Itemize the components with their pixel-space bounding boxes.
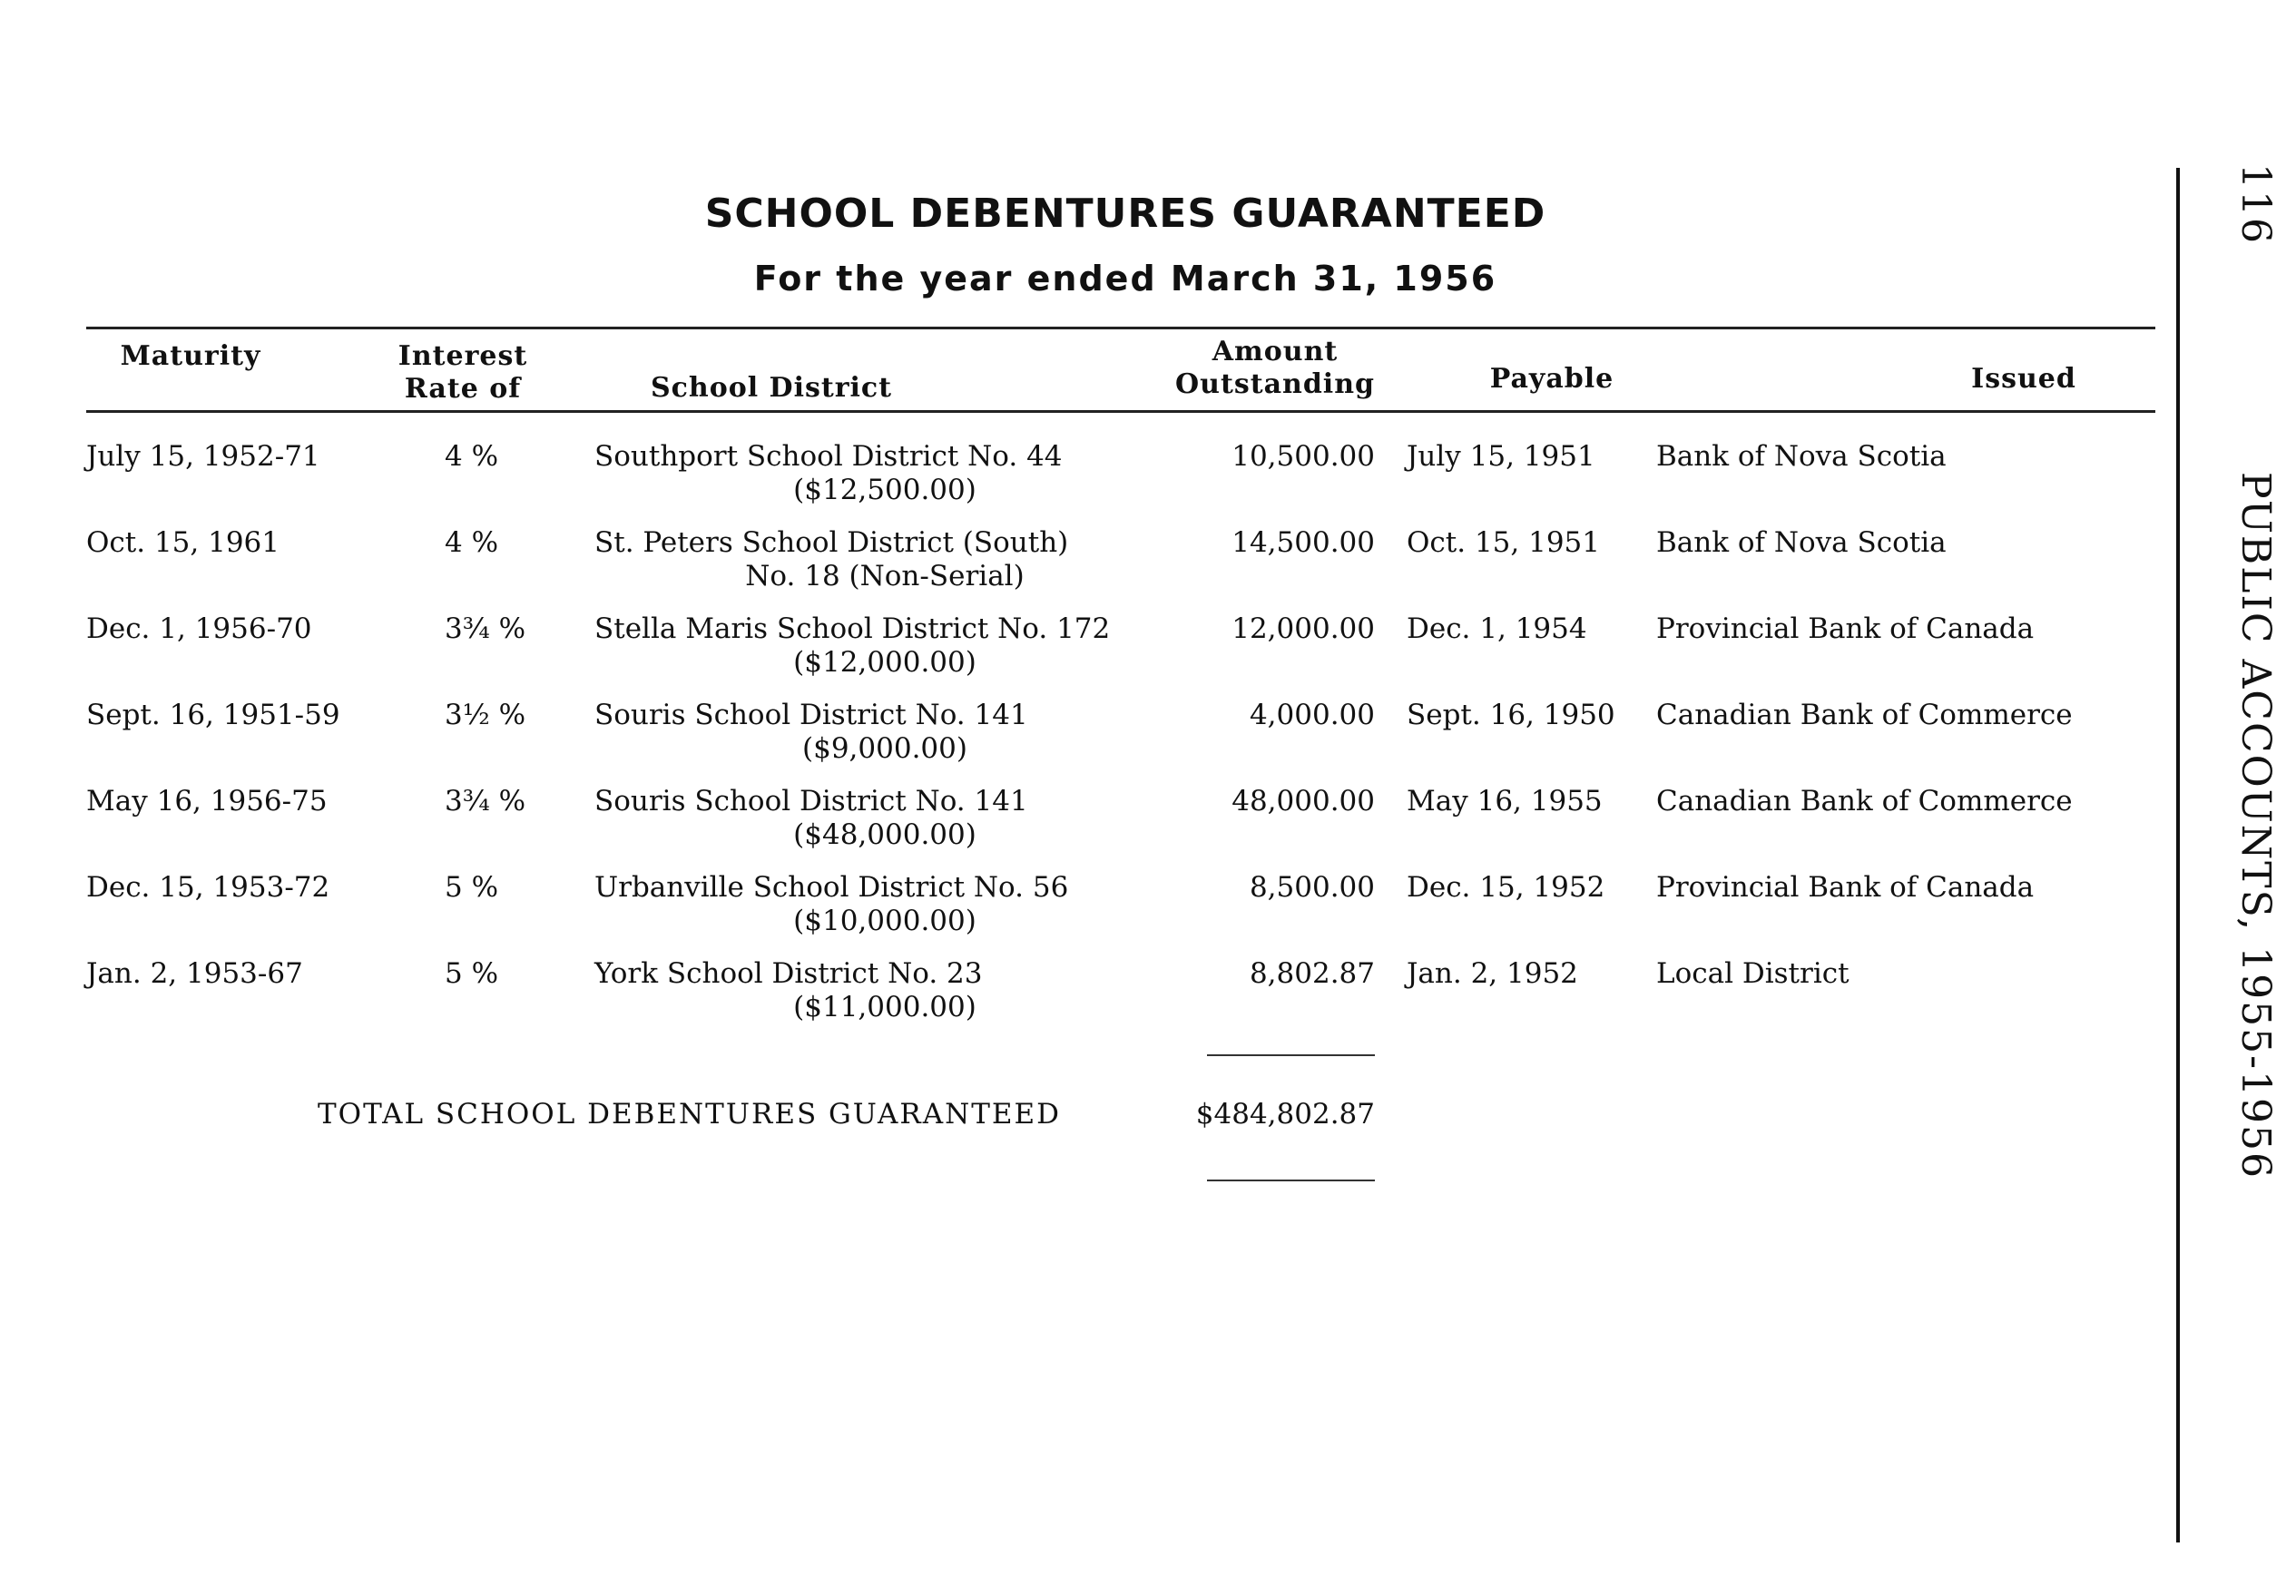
district-sub: ($12,500.00) [793, 474, 976, 506]
header-payable: Payable [1489, 363, 1614, 395]
running-title: PUBLIC ACCOUNTS, 1955-1956 [2232, 472, 2279, 1180]
district-name: York School District No. 23 [594, 957, 983, 990]
issued-cell: Canadian Bank of Commerce [1656, 785, 2073, 818]
rate-cell: 4 % [445, 440, 499, 473]
page-number: 116 [2232, 163, 2279, 245]
district-cell [594, 785, 1175, 852]
header-amount-line2: Outstanding [1175, 368, 1375, 400]
running-header [2232, 163, 2279, 1180]
table-row [0, 785, 2296, 857]
district-cell [594, 440, 1175, 507]
amount-cell: 8,500.00 [1249, 871, 1375, 904]
issued-cell: Canadian Bank of Commerce [1656, 699, 2073, 731]
issued-cell: Provincial Bank of Canada [1656, 612, 2035, 645]
maturity-cell: May 16, 1956-75 [86, 785, 328, 818]
header-amount-line1: Amount [1212, 336, 1339, 367]
district-sub: No. 18 (Non-Serial) [745, 560, 1025, 592]
maturity-cell: Dec. 1, 1956-70 [86, 612, 312, 645]
issued-cell: Bank of Nova Scotia [1656, 526, 1947, 559]
payable-cell: Jan. 2, 1952 [1407, 957, 1578, 990]
district-name: Souris School District No. 141 [594, 699, 1028, 731]
table-row [0, 871, 2296, 944]
district-name: Stella Maris School District No. 172 [594, 612, 1111, 645]
district-sub: ($9,000.00) [802, 732, 967, 765]
amount-cell: 14,500.00 [1231, 526, 1375, 559]
rate-cell: 3½ % [445, 699, 526, 731]
header-interest-rate [381, 340, 545, 406]
header-bottom-rule [86, 410, 2155, 413]
amount-cell: 48,000.00 [1231, 785, 1375, 818]
district-sub: ($10,000.00) [793, 905, 976, 937]
payable-cell: Oct. 15, 1951 [1407, 526, 1600, 559]
maturity-cell: Jan. 2, 1953-67 [86, 957, 303, 990]
page-title: SCHOOL DEBENTURES GUARANTEED [704, 191, 1546, 237]
total-bottom-rule [1207, 1180, 1375, 1181]
amount-cell: 8,802.87 [1249, 957, 1375, 990]
rate-cell: 5 % [445, 957, 499, 990]
district-cell [594, 871, 1175, 938]
district-name: Souris School District No. 141 [594, 785, 1028, 818]
amount-cell: 10,500.00 [1231, 440, 1375, 473]
table-row [0, 957, 2296, 1030]
header-amount [1171, 336, 1379, 401]
total-label: TOTAL SCHOOL DEBENTURES GUARANTEED [318, 1098, 1062, 1131]
issued-cell: Provincial Bank of Canada [1656, 871, 2035, 904]
header-issued: Issued [1971, 363, 2076, 395]
district-sub: ($48,000.00) [793, 818, 976, 851]
district-cell [594, 699, 1175, 766]
table-row [0, 612, 2296, 685]
district-cell [594, 526, 1175, 593]
header-maturity: Maturity [120, 340, 261, 372]
amount-cell: 4,000.00 [1249, 699, 1375, 731]
district-name: Southport School District No. 44 [594, 440, 1063, 473]
total-top-rule [1207, 1054, 1375, 1056]
maturity-cell: Dec. 15, 1953-72 [86, 871, 330, 904]
header-interest-line1: Interest [397, 340, 528, 372]
total-value: $484,802.87 [1195, 1098, 1375, 1131]
table-row [0, 699, 2296, 771]
district-cell [594, 612, 1175, 680]
maturity-cell: July 15, 1952-71 [86, 440, 320, 473]
district-sub: ($12,000.00) [793, 646, 976, 679]
maturity-cell: Sept. 16, 1951-59 [86, 699, 340, 731]
payable-cell: Dec. 15, 1952 [1407, 871, 1605, 904]
rate-cell: 3¾ % [445, 785, 526, 818]
rate-cell: 5 % [445, 871, 499, 904]
amount-cell: 12,000.00 [1231, 612, 1375, 645]
payable-cell: Dec. 1, 1954 [1407, 612, 1587, 645]
district-cell [594, 957, 1175, 1024]
maturity-cell: Oct. 15, 1961 [86, 526, 280, 559]
header-interest-line2: Rate of [404, 373, 522, 405]
table-row [0, 440, 2296, 513]
rate-cell: 4 % [445, 526, 499, 559]
issued-cell: Bank of Nova Scotia [1656, 440, 1947, 473]
page-subtitle: For the year ended March 31, 1956 [753, 259, 1497, 299]
margin-rule [2176, 168, 2180, 1542]
table-row [0, 526, 2296, 599]
district-name: Urbanville School District No. 56 [594, 871, 1069, 904]
district-name: St. Peters School District (South) [594, 526, 1069, 559]
issued-cell: Local District [1656, 957, 1850, 990]
header-school-district: School District [650, 372, 893, 404]
table-top-rule [86, 327, 2155, 329]
payable-cell: May 16, 1955 [1407, 785, 1603, 818]
rate-cell: 3¾ % [445, 612, 526, 645]
payable-cell: July 15, 1951 [1407, 440, 1595, 473]
district-sub: ($11,000.00) [793, 991, 976, 1023]
payable-cell: Sept. 16, 1950 [1407, 699, 1615, 731]
